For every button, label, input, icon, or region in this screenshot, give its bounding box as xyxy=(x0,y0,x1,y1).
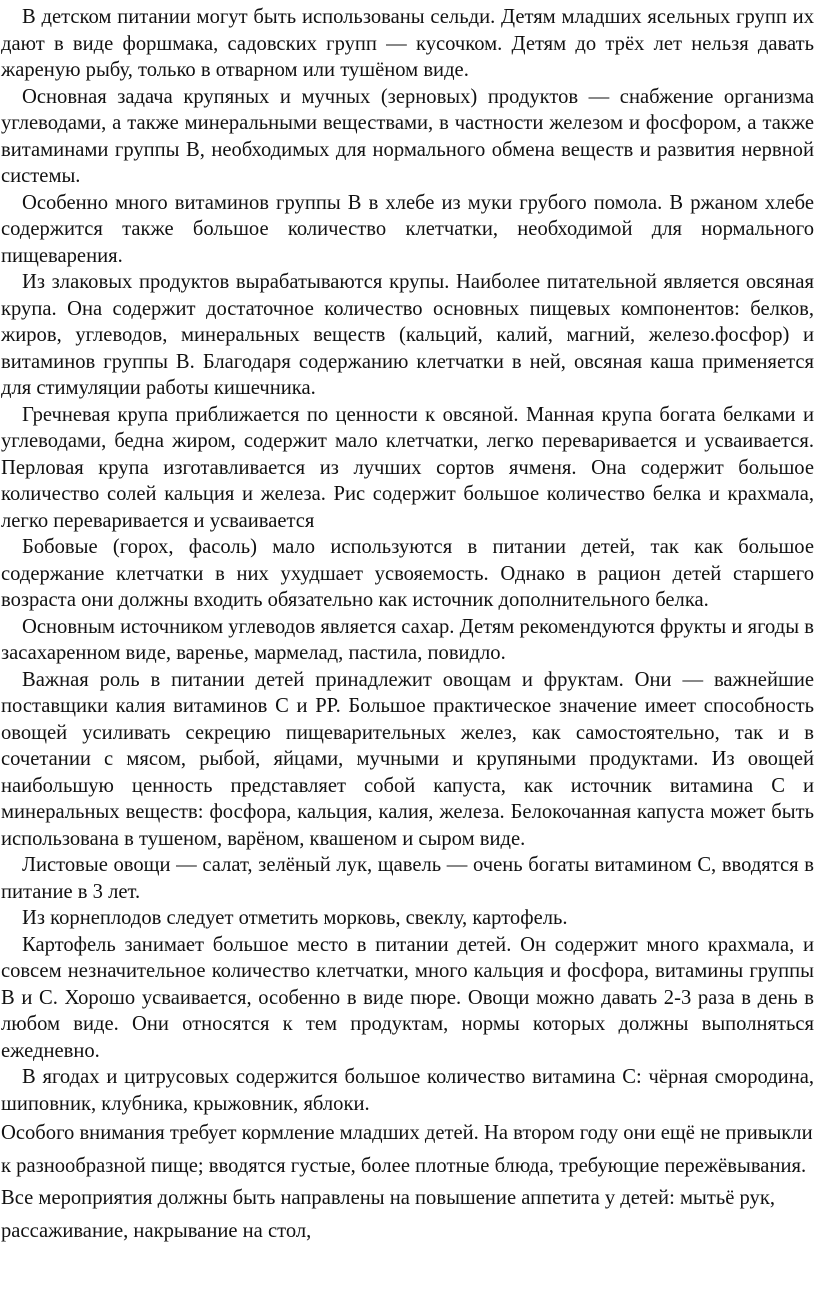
paragraph-leafy-vegetables: Листовые овощи — салат, зелёный лук, щавель — очень богаты витамином С, вводятся в питание в 3 лет. xyxy=(1,854,814,903)
paragraph-young-children-feeding: Особого внимания требует кормление младших детей. На втором году они ещё не привыкли к разнообразной пище; вводятся густые, более плотные блюда, требующие пережёвывания. Все мероприятия должны быть направлены на повышение аппетита у детей: мытьё рук, рассаживание, накрывание на стол, xyxy=(1,1122,813,1242)
paragraph-bread: Особенно много витаминов группы В в хлебе из муки грубого помола. В ржаном хлебе содержится также большое количество клетчатки, необходимой для нормального пищеварения. xyxy=(1,191,814,267)
paragraph-vegetables-fruits: Важная роль в питании детей принадлежит овощам и фруктам. Они — важнейшие поставщики калия витаминов С и РР. Большое практическое значение имеет способность овощей усиливать секрецию пищеварительных желез, как самостоятельно, так и в сочетании с мясом, рыбой, яйцами, мучными и крупяными продуктами. Из овощей наибольшую ценность представляет собой капуста, как источник витамина С и минеральных веществ: фосфора, кальция, калия, железа. Белокочанная капуста может быть использована в тушеном, варёном, квашеном и сыром виде. xyxy=(1,668,814,850)
paragraph-herring: В детском питании могут быть использованы сельди. Детям младших ясельных групп их дают в виде форшмака, садовских групп — кусочком. Детям до трёх лет нельзя давать жареную рыбу, только в отварном или тушёном виде. xyxy=(1,6,814,81)
paragraph-buckwheat-semolina: Гречневая крупа приближается по ценности к овсяной. Манная крупа богата белками и углеводами, бедна жиром, содержит мало клетчатки, легко переваривается и усваивается. Перловая крупа изготавливается из лучших сортов ячменя. Она содержит большое количество солей кальция и железа. Рис содержит большое количество белка и крахмала, легко переваривается и усваивается xyxy=(1,403,814,532)
paragraph-legumes: Бобовые (горох, фасоль) мало используются в питании детей, так как большое содержание клетчатки в них ухудшает усвояемость. Однако в рацион детей старшего возраста они должны входить обязательно как источник дополнительного белка. xyxy=(1,536,814,611)
paragraph-root-vegetables: Из корнеплодов следует отметить морковь, свеклу, картофель. xyxy=(22,907,568,929)
paragraph-potato: Картофель занимает большое место в питании детей. Он содержит много крахмала, и совсем незначительное количество клетчатки, много кальция и фосфора, витамины группы В и С. Хорошо усваивается, особенно в виде пюре. Овощи можно давать 2-3 раза в день в любом виде. Они относятся к тем продуктам, нормы которых должны выполняться ежедневно. xyxy=(1,933,814,1062)
paragraph-grain-products: Основная задача крупяных и мучных (зерновых) продуктов — снабжение организма углеводами, а также минеральными веществами, в частности железом и фосфором, а также витаминами группы В, необходимых для нормального обмена веществ и развития нервной системы. xyxy=(1,85,814,187)
paragraph-berries-citrus: В ягодах и цитрусовых содержится большое количество витамина С: чёрная смородина, шиповник, клубника, крыжовник, яблоки. xyxy=(1,1066,814,1115)
paragraph-oat-groats: Из злаковых продуктов вырабатываются крупы. Наиболее питательной является овсяная крупа. Она содержит достаточное количество основных пищевых компонентов: белков, жиров, углеводов, минеральных веществ (кальций, калий, магний, железо.фосфор) и витаминов группы В. Благодаря содержанию клетчатки в ней, овсяная каша применяется для стимуляции работы кишечника. xyxy=(1,271,814,399)
paragraph-sugar: Основным источником углеводов является сахар. Детям рекомендуются фрукты и ягоды в засахаренном виде, варенье, мармелад, пастила, повидло. xyxy=(1,615,814,664)
